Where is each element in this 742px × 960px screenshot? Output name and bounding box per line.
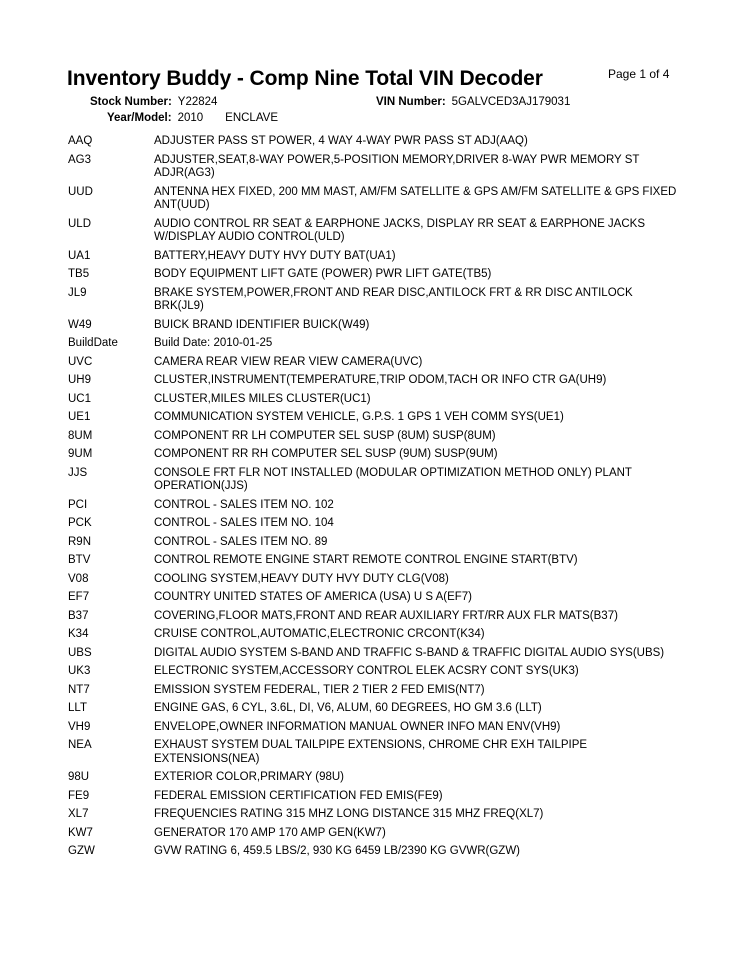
option-description: BRAKE SYSTEM,POWER,FRONT AND REAR DISC,ANTILOCK FRT & RR DISC ANTILOCK BRK(JL9) — [154, 286, 633, 312]
option-code: UH9 — [68, 374, 92, 386]
option-row — [68, 682, 678, 701]
option-code: AAQ — [68, 135, 93, 147]
option-row — [68, 645, 678, 664]
option-row — [68, 372, 678, 391]
option-row — [68, 216, 678, 248]
option-description: CONTROL REMOTE ENGINE START REMOTE CONTROL ENGINE START(BTV) — [154, 554, 578, 566]
option-code: EF7 — [68, 591, 90, 603]
option-description: DIGITAL AUDIO SYSTEM S-BAND AND TRAFFIC S-BAND & TRAFFIC DIGITAL AUDIO SYS(UBS) — [154, 646, 665, 659]
option-code: NT7 — [68, 683, 90, 696]
option-description: COOLING SYSTEM,HEAVY DUTY HVY DUTY CLG(V08) — [154, 572, 449, 585]
option-description: ADJUSTER PASS ST POWER, 4 WAY 4-WAY PWR PASS ST ADJ(AAQ) — [154, 135, 528, 147]
option-code: JJS — [68, 466, 88, 479]
option-description: CRUISE CONTROL,AUTOMATIC,ELECTRONIC CRCONT(K34) — [154, 628, 485, 640]
option-code: LLT — [68, 702, 87, 714]
option-row — [68, 608, 678, 627]
option-code-list — [68, 133, 678, 862]
option-description: FEDERAL EMISSION CERTIFICATION FED EMIS(FE9) — [154, 789, 443, 802]
option-row — [68, 391, 678, 410]
option-description: CLUSTER,INSTRUMENT(TEMPERATURE,TRIP ODOM,TACH OR INFO CTR GA(UH9) — [154, 374, 607, 386]
option-code: GZW — [68, 845, 95, 857]
option-description: COMPONENT RR LH COMPUTER SEL SUSP (8UM) SUSP(8UM) — [154, 429, 496, 442]
option-description: BUICK BRAND IDENTIFIER BUICK(W49) — [154, 318, 370, 331]
option-code: UBS — [68, 646, 92, 659]
option-code: B37 — [68, 609, 89, 622]
option-row — [68, 589, 678, 608]
option-description: CONTROL - SALES ITEM NO. 89 — [154, 535, 328, 548]
option-code: AG3 — [68, 153, 92, 166]
option-row — [68, 285, 678, 317]
option-row — [68, 354, 678, 373]
option-description: EXTERIOR COLOR,PRIMARY (98U) — [154, 771, 345, 783]
option-code: V08 — [68, 572, 89, 585]
option-description: COMPONENT RR RH COMPUTER SEL SUSP (9UM) SUSP(9UM) — [154, 448, 498, 460]
option-description: ADJUSTER,SEAT,8-WAY POWER,5-POSITION MEMORY,DRIVER 8-WAY PWR MEMORY ST ADJR(AG3) — [154, 153, 640, 179]
option-row — [68, 428, 678, 447]
option-description: CLUSTER,MILES MILES CLUSTER(UC1) — [154, 392, 371, 405]
option-description: AUDIO CONTROL RR SEAT & EARPHONE JACKS, DISPLAY RR SEAT & EARPHONE JACKS W/DISPLAY AUDIO CONTROL(ULD) — [154, 217, 645, 243]
option-row — [68, 700, 678, 719]
option-description: Build Date: 2010-01-25 — [154, 337, 273, 349]
vin-number-value: 5GALVCED3AJ179031 — [451, 96, 571, 108]
option-row — [68, 317, 678, 336]
option-row — [68, 248, 678, 267]
option-code: PCK — [68, 517, 92, 529]
option-description: GVW RATING 6, 459.5 LBS/2, 930 KG 6459 LB/2390 KG GVWR(GZW) — [154, 845, 521, 857]
option-row — [68, 534, 678, 553]
option-row — [68, 719, 678, 738]
option-row — [68, 571, 678, 590]
option-code: BTV — [68, 554, 91, 566]
year-model-label: Year/Model: — [107, 112, 172, 124]
option-row — [68, 266, 678, 285]
option-description: CONTROL - SALES ITEM NO. 104 — [154, 517, 334, 529]
stock-number-label: Stock Number: — [90, 96, 172, 108]
option-description: ENVELOPE,OWNER INFORMATION MANUAL OWNER INFO MAN ENV(VH9) — [154, 720, 561, 733]
option-description: ELECTRONIC SYSTEM,ACCESSORY CONTROL ELEK ACSRY CONT SYS(UK3) — [154, 665, 579, 677]
option-description: EXHAUST SYSTEM DUAL TAILPIPE EXTENSIONS, CHROME CHR EXH TAILPIPE EXTENSIONS(NEA) — [154, 739, 588, 765]
model-value: ENCLAVE — [225, 112, 278, 124]
vin-number — [376, 96, 570, 108]
option-row — [68, 184, 678, 216]
option-row — [68, 737, 678, 769]
option-row — [68, 409, 678, 428]
option-row — [68, 806, 678, 825]
report-title: Inventory Buddy - Comp Nine Total VIN Decoder — [67, 67, 543, 90]
year-value: 2010 — [177, 112, 204, 124]
option-row — [68, 335, 678, 354]
option-description: COUNTRY UNITED STATES OF AMERICA (USA) U S A(EF7) — [154, 591, 472, 603]
option-description: EMISSION SYSTEM FEDERAL, TIER 2 TIER 2 FED EMIS(NT7) — [154, 683, 485, 696]
option-description: COMMUNICATION SYSTEM VEHICLE, G.P.S. 1 GPS 1 VEH COMM SYS(UE1) — [154, 411, 564, 423]
option-description: GENERATOR 170 AMP 170 AMP GEN(KW7) — [154, 826, 386, 839]
option-row — [68, 497, 678, 516]
option-row — [68, 626, 678, 645]
option-code: FE9 — [68, 789, 90, 802]
option-code: R9N — [68, 535, 92, 548]
option-code: PCI — [68, 498, 88, 511]
option-code: UVC — [68, 355, 93, 368]
option-description: ANTENNA HEX FIXED, 200 MM MAST, AM/FM SATELLITE & GPS AM/FM SATELLITE & GPS FIXED ANT(UUD) — [154, 185, 677, 211]
option-code: UK3 — [68, 665, 91, 677]
option-row — [68, 446, 678, 465]
option-code: JL9 — [68, 286, 87, 299]
option-row — [68, 843, 678, 862]
option-description: FREQUENCIES RATING 315 MHZ LONG DISTANCE 315 MHZ FREQ(XL7) — [154, 808, 544, 820]
page-number: Page 1 of 4 — [608, 67, 670, 81]
option-code: TB5 — [68, 268, 90, 280]
option-code: UC1 — [68, 392, 92, 405]
option-row — [68, 515, 678, 534]
option-code: KW7 — [68, 826, 93, 839]
stock-number — [90, 96, 217, 108]
option-code: 9UM — [68, 448, 93, 460]
option-description: CONSOLE FRT FLR NOT INSTALLED (MODULAR OPTIMIZATION METHOD ONLY) PLANT OPERATION(JJS) — [154, 466, 632, 492]
option-row — [68, 788, 678, 807]
option-description: CONTROL - SALES ITEM NO. 102 — [154, 498, 334, 511]
option-code: 98U — [68, 771, 90, 783]
option-row — [68, 552, 678, 571]
option-code: XL7 — [68, 808, 89, 820]
option-description: BATTERY,HEAVY DUTY HVY DUTY BAT(UA1) — [154, 249, 396, 262]
vin-number-label: VIN Number: — [376, 96, 446, 108]
option-code: UA1 — [68, 249, 91, 262]
option-code: VH9 — [68, 720, 91, 733]
option-row — [68, 152, 678, 184]
option-description: ENGINE GAS, 6 CYL, 3.6L, DI, V6, ALUM, 60 DEGREES, HO GM 3.6 (LLT) — [154, 702, 542, 714]
option-description: CAMERA REAR VIEW REAR VIEW CAMERA(UVC) — [154, 355, 423, 368]
option-code: UE1 — [68, 411, 91, 423]
option-description: COVERING,FLOOR MATS,FRONT AND REAR AUXILIARY FRT/RR AUX FLR MATS(B37) — [154, 609, 618, 622]
option-code: W49 — [68, 318, 92, 331]
option-code: NEA — [68, 739, 92, 751]
option-row — [68, 133, 678, 152]
option-code: BuildDate — [68, 337, 118, 349]
option-row — [68, 465, 678, 497]
option-row — [68, 663, 678, 682]
stock-number-value: Y22824 — [177, 96, 218, 108]
option-code: ULD — [68, 217, 92, 230]
option-code: UUD — [68, 185, 93, 198]
year-model — [107, 112, 278, 124]
option-description: BODY EQUIPMENT LIFT GATE (POWER) PWR LIFT GATE(TB5) — [154, 268, 492, 280]
option-code: 8UM — [68, 429, 93, 442]
option-row — [68, 769, 678, 788]
option-row — [68, 825, 678, 844]
option-code: K34 — [68, 628, 89, 640]
